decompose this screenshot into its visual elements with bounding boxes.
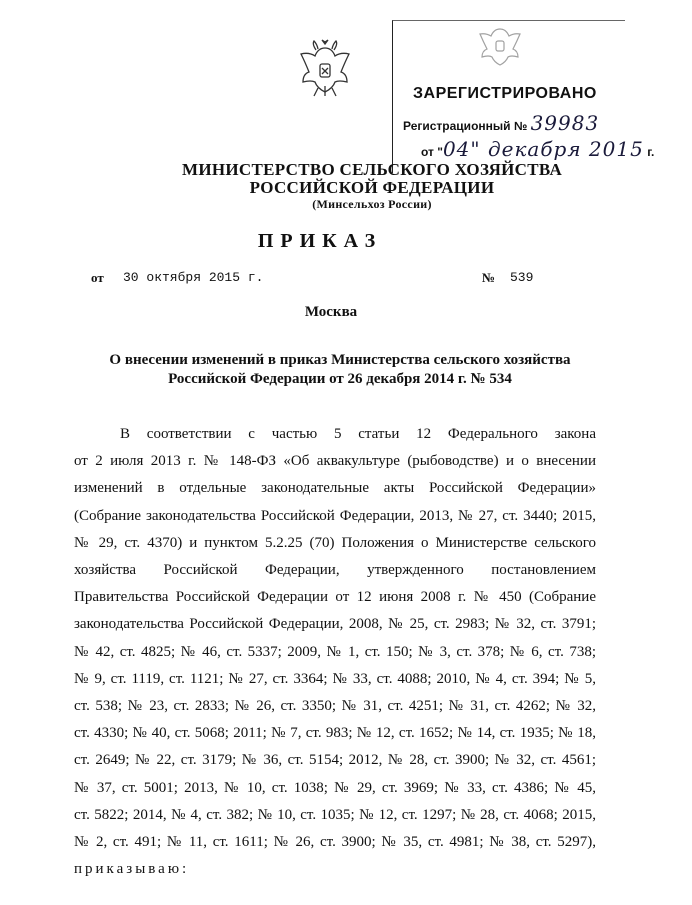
- body-line: № 29, ст. 4370) и пунктом 5.2.25 (70) Положения о Министерстве сельского: [74, 534, 596, 551]
- stamp-year-suffix: г.: [647, 145, 655, 159]
- document-type-title: ПРИКАЗ: [257, 230, 383, 252]
- coat-of-arms-emblem: [296, 38, 354, 102]
- body-line: ст. 2649; № 22, ст. 3179; № 36, ст. 5154; 2012, № 28, ст. 3900; № 32, ст. 4561;: [74, 752, 596, 769]
- stamp-reg-number: 39983: [530, 111, 600, 135]
- order-body: [74, 421, 596, 883]
- body-line: законодательства Российской Федерации, 2008, № 25, ст. 2983; № 32, ст. 3791;: [74, 616, 596, 633]
- city: Москва: [304, 304, 358, 320]
- body-line: № 2, ст. 491; № 11, ст. 1611; № 26, ст. 3900; № 35, ст. 4981; № 38, ст. 5297),: [74, 834, 596, 851]
- body-line: ст. 4330; № 40, ст. 5068; 2011; № 7, ст. 983; № 12, ст. 1652; № 14, ст. 1935; № 18,: [74, 725, 596, 742]
- stamp-registration-row: [403, 111, 599, 135]
- stamp-date-row: [421, 137, 654, 161]
- ministry-name-line1: МИНИСТЕРСТВО СЕЛЬСКОГО ХОЗЯЙСТВА: [181, 160, 563, 179]
- body-line: В соответствии с частью 5 статьи 12 Федерального закона: [120, 426, 596, 442]
- date-label: от: [91, 270, 104, 285]
- subject-line: Российской Федерации от 26 декабря 2014 г. № 534: [168, 371, 512, 387]
- date-value: 30 октября 2015 г.: [123, 270, 264, 285]
- body-line: ст. 5822; 2014, № 4, ст. 382; № 10, ст. 1035; № 12, ст. 1297; № 28, ст. 4068; 2015,: [74, 806, 596, 823]
- stamp-date-value: 04" декабря 2015: [442, 137, 644, 161]
- body-line: № 42, ст. 4825; № 46, ст. 5337; 2009, № 1, ст. 150; № 3, ст. 378; № 6, ст. 738;: [74, 643, 596, 660]
- body-line: Правительства Российской Федерации от 12 июня 2008 г. № 450 (Собрание: [74, 589, 596, 606]
- stamp-emblem-icon: [475, 23, 525, 73]
- body-line-order-word: приказываю:: [74, 861, 190, 878]
- ministry-short-name: (Минсельхоз России): [312, 197, 432, 211]
- order-subject: [60, 351, 620, 389]
- body-line: (Собрание законодательства Российской Федерации, 2013, № 27, ст. 3440; 2015,: [74, 507, 596, 524]
- subject-line: О внесении изменений в приказ Министерства сельского хозяйства: [109, 352, 571, 368]
- number-value: 539: [510, 270, 534, 285]
- stamp-reg-label: Регистрационный №: [403, 119, 528, 133]
- body-line: № 37, ст. 5001; 2013, № 10, ст. 1038; № 29, ст. 3969; № 33, ст. 4386; № 45,: [74, 779, 596, 796]
- number-label: №: [482, 270, 496, 285]
- stamp-from-label: от ": [421, 145, 443, 159]
- body-line: хозяйства Российской Федерации, утвержденного постановлением: [74, 562, 596, 579]
- registration-stamp: [392, 20, 655, 173]
- ministry-name-line2: РОССИЙСКОЙ ФЕДЕРАЦИИ: [249, 178, 495, 197]
- body-line: от 2 июля 2013 г. № 148-ФЗ «Об аквакультуре (рыбоводстве) и о внесении: [74, 453, 596, 470]
- body-line: изменений в отдельные законодательные акты Российской Федерации»: [74, 480, 596, 497]
- body-line: ст. 538; № 23, ст. 2833; № 26, ст. 3350; № 31, ст. 4251; № 31, ст. 4262; № 32,: [74, 698, 596, 715]
- body-line: № 9, ст. 1119, ст. 1121; № 27, ст. 3364; № 33, ст. 4088; 2010, № 4, ст. 394; № 5,: [74, 670, 596, 687]
- stamp-title: ЗАРЕГИСТРИРОВАНО: [413, 85, 597, 102]
